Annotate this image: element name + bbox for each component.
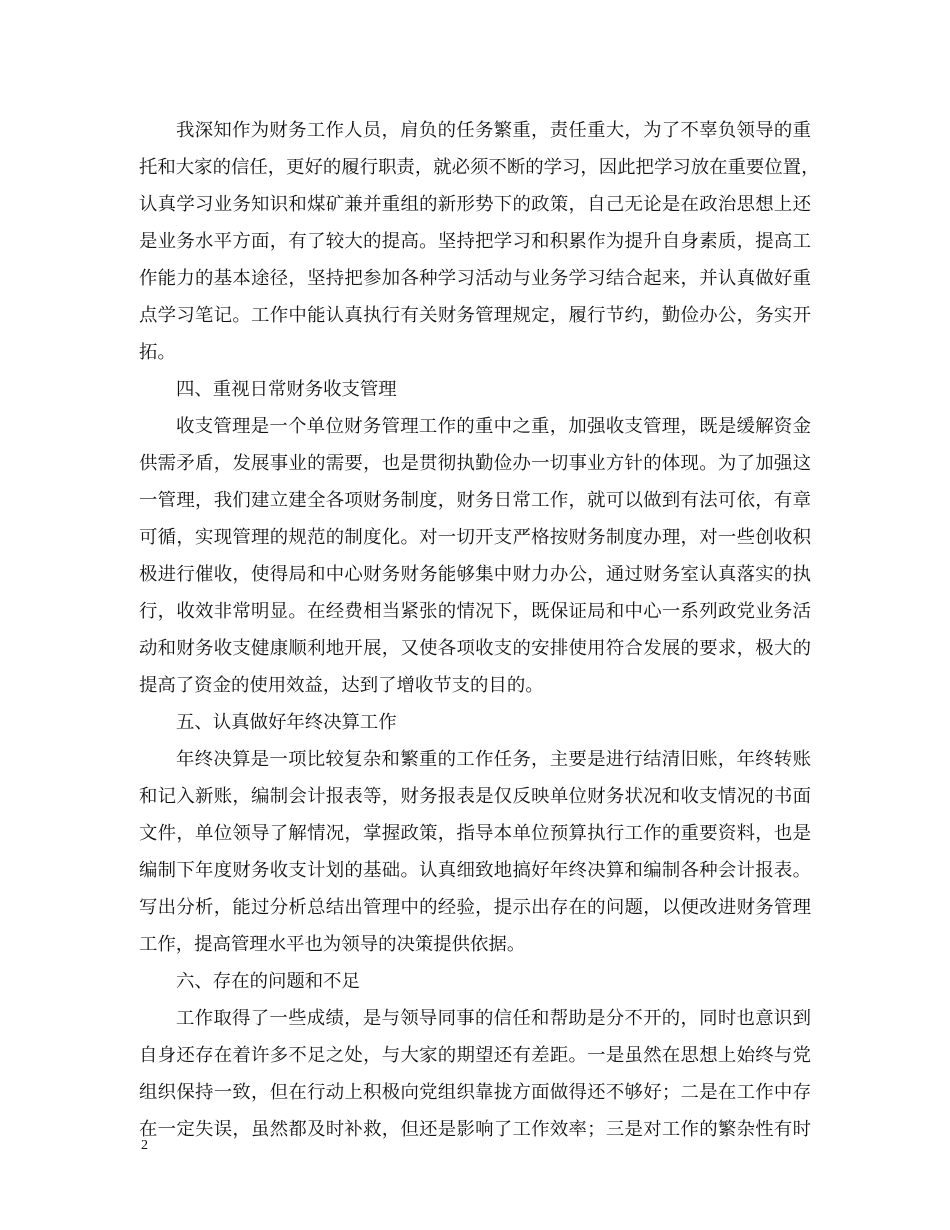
paragraph-line: 作能力的基本途径，坚持把参加各种学习活动与业务学习结合起来，并认真做好重	[139, 268, 811, 289]
paragraph-line: 动和财务收支健康顺利地开展，又使各项收支的安排使用符合发展的要求，极大的	[139, 638, 811, 659]
section-heading: 五、认真做好年终决算工作	[176, 712, 397, 733]
paragraph-line: 托和大家的信任，更好的履行职责，就必须不断的学习，因此把学习放在重要位置，	[139, 157, 820, 178]
paragraph-line: 拓。	[139, 342, 176, 363]
paragraph-line: 组织保持一致，但在行动上积极向党组织靠拢方面做得还不够好；二是在工作中存	[139, 1082, 811, 1103]
paragraph-line: 文件，单位领导了解情况，掌握政策，指导本单位预算执行工作的重要资料，也是	[139, 823, 811, 844]
paragraph-line: 可循，实现管理的规范的制度化。对一切开支严格按财务制度办理，对一些创收积	[139, 527, 811, 548]
paragraph-line: 工作，提高管理水平也为领导的决策提供依据。	[139, 934, 526, 955]
paragraph-line: 我深知作为财务工作人员，肩负的任务繁重，责任重大，为了不辜负领导的重	[176, 120, 811, 141]
paragraph-line: 和记入新账，编制会计报表等，财务报表是仅反映单位财务状况和收支情况的书面	[139, 786, 811, 807]
paragraph-line: 写出分析，能过分析总结出管理中的经验，提示出存在的问题，以便改进财务管理	[139, 897, 811, 918]
paragraph-line: 一管理，我们建立建全各项财务制度，财务日常工作，就可以做到有法可依，有章	[139, 490, 811, 511]
section-heading: 六、存在的问题和不足	[176, 971, 360, 992]
paragraph-line: 提高了资金的使用效益，达到了增收节支的目的。	[139, 675, 544, 696]
document-body	[139, 112, 820, 1148]
paragraph-line: 在一定失误，虽然都及时补救，但还是影响了工作效率；三是对工作的繁杂性有时	[139, 1119, 811, 1140]
paragraph-line: 极进行催收，使得局和中心财务财务能够集中财力办公，通过财务室认真落实的执	[139, 564, 811, 585]
paragraph-line: 收支管理是一个单位财务管理工作的重中之重，加强收支管理，既是缓解资金	[176, 416, 811, 437]
paragraph-line: 编制下年度财务收支计划的基础。认真细致地搞好年终决算和编制各种会计报表。	[139, 860, 811, 881]
paragraph-line: 工作取得了一些成绩，是与领导同事的信任和帮助是分不开的，同时也意识到	[176, 1008, 811, 1029]
paragraph-line: 供需矛盾，发展事业的需要，也是贯彻执勤俭办一切事业方针的体现。为了加强这	[139, 453, 811, 474]
paragraph-line: 自身还存在着许多不足之处，与大家的期望还有差距。一是虽然在思想上始终与党	[139, 1045, 811, 1066]
paragraph-line: 年终决算是一项比较复杂和繁重的工作任务，主要是进行结清旧账，年终转账	[176, 749, 811, 770]
page-number: 2	[141, 1138, 148, 1153]
paragraph-line: 认真学习业务知识和煤矿兼并重组的新形势下的政策，自己无论是在政治思想上还	[139, 194, 811, 215]
paragraph-line: 行，收效非常明显。在经费相当紧张的情况下，既保证局和中心一系列政党业务活	[139, 601, 811, 622]
paragraph-line: 是业务水平方面，有了较大的提高。坚持把学习和积累作为提升自身素质，提高工	[139, 231, 811, 252]
paragraph-line: 点学习笔记。工作中能认真执行有关财务管理规定，履行节约，勤俭办公，务实开	[139, 305, 811, 326]
section-heading: 四、重视日常财务收支管理	[176, 379, 397, 400]
